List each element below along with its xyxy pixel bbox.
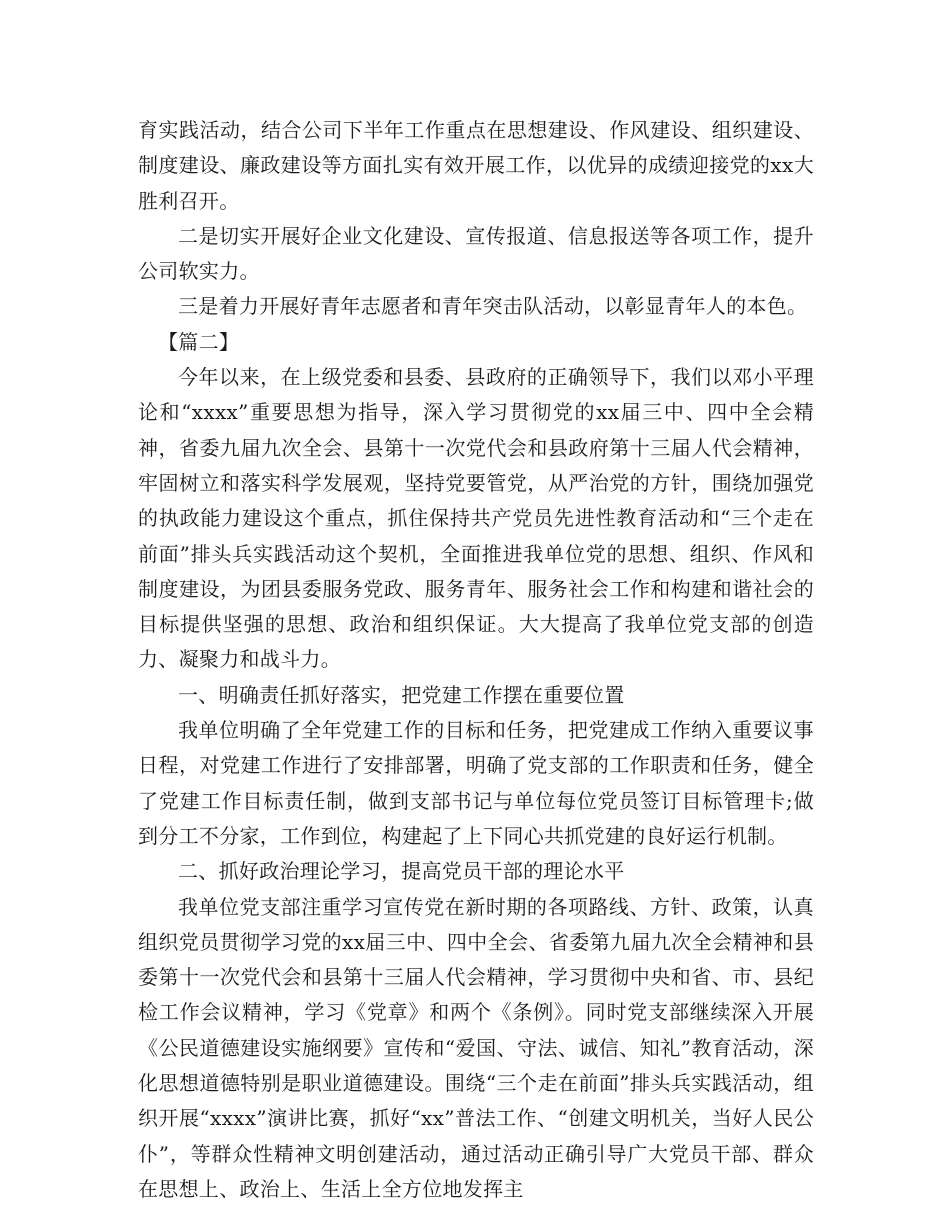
paragraph-one: 我单位明确了全年党建工作的目标和任务，把党建成工作纳入重要议事日程，对党建工作进行了安排部署，明确了党支部的工作职责和任务，健全了党建工作目标责任制，做到支部书记与单位每位党员签订目标管理卡;做到分工不分家，工作到位，构建起了上下同心共抓党建的良好运行机制。: [138, 718, 814, 848]
document-body: [138, 113, 814, 1207]
paragraph-continuation: 育实践活动，结合公司下半年工作重点在思想建设、作风建设、组织建设、制度建设、廉政建设等方面扎实有效开展工作，以优异的成绩迎接党的xx大胜利召开。: [138, 118, 814, 213]
heading-two: 二、抓好政治理论学习，提高党员干部的理论水平: [178, 859, 625, 884]
paragraph-intro: 今年以来，在上级党委和县委、县政府的正确领导下，我们以邓小平理论和“xxxx”重要思想为指导，深入学习贯彻党的xx届三中、四中全会精神，省委九届九次全会、县第十一次党代会和县政府第十三届人代会精神，牢固树立和落实科学发展观，坚持党要管党，从严治党的方针，围绕加强党的执政能力建设这个重点，抓住保持共产党员先进性教育活动和“三个走在前面”排头兵实践活动这个契机，全面推进我单位党的思想、组织、作风和制度建设，为团县委服务党政、服务青年、服务社会工作和构建和谐社会的目标提供坚强的思想、政治和组织保证。大大提高了我单位党支部的创造力、凝聚力和战斗力。: [138, 365, 814, 672]
section-title: 【篇二】: [158, 329, 240, 354]
paragraph-point-two: 二是切实开展好企业文化建设、宣传报道、信息报送等各项工作，提升公司软实力。: [138, 223, 814, 284]
paragraph-point-three: 三是着力开展好青年志愿者和青年突击队活动，以彰显青年人的本色。: [178, 294, 808, 319]
heading-one: 一、明确责任抓好落实，把党建工作摆在重要位置: [178, 682, 625, 707]
paragraph-two: 我单位党支部注重学习宣传党在新时期的各项路线、方针、政策，认真组织党员贯彻学习党的xx届三中、四中全会、省委第九届九次全会精神和县委第十一次党代会和县第十三届人代会精神，学习贯彻中央和省、市、县纪检工作会议精神，学习《党章》和两个《条例》。同时党支部继续深入开展《公民道德建设实施纲要》宣传和“爱国、守法、诚信、知礼”教育活动，深化思想道德特别是职业道德建设。围绕“三个走在前面”排头兵实践活动，组织开展“xxxx”演讲比赛，抓好“xx”普法工作、“创建文明机关，当好人民公仆”，等群众性精神文明创建活动，通过活动正确引导广大党员干部、群众在思想上、政治上、生活上全方位地发挥主: [138, 894, 814, 1201]
